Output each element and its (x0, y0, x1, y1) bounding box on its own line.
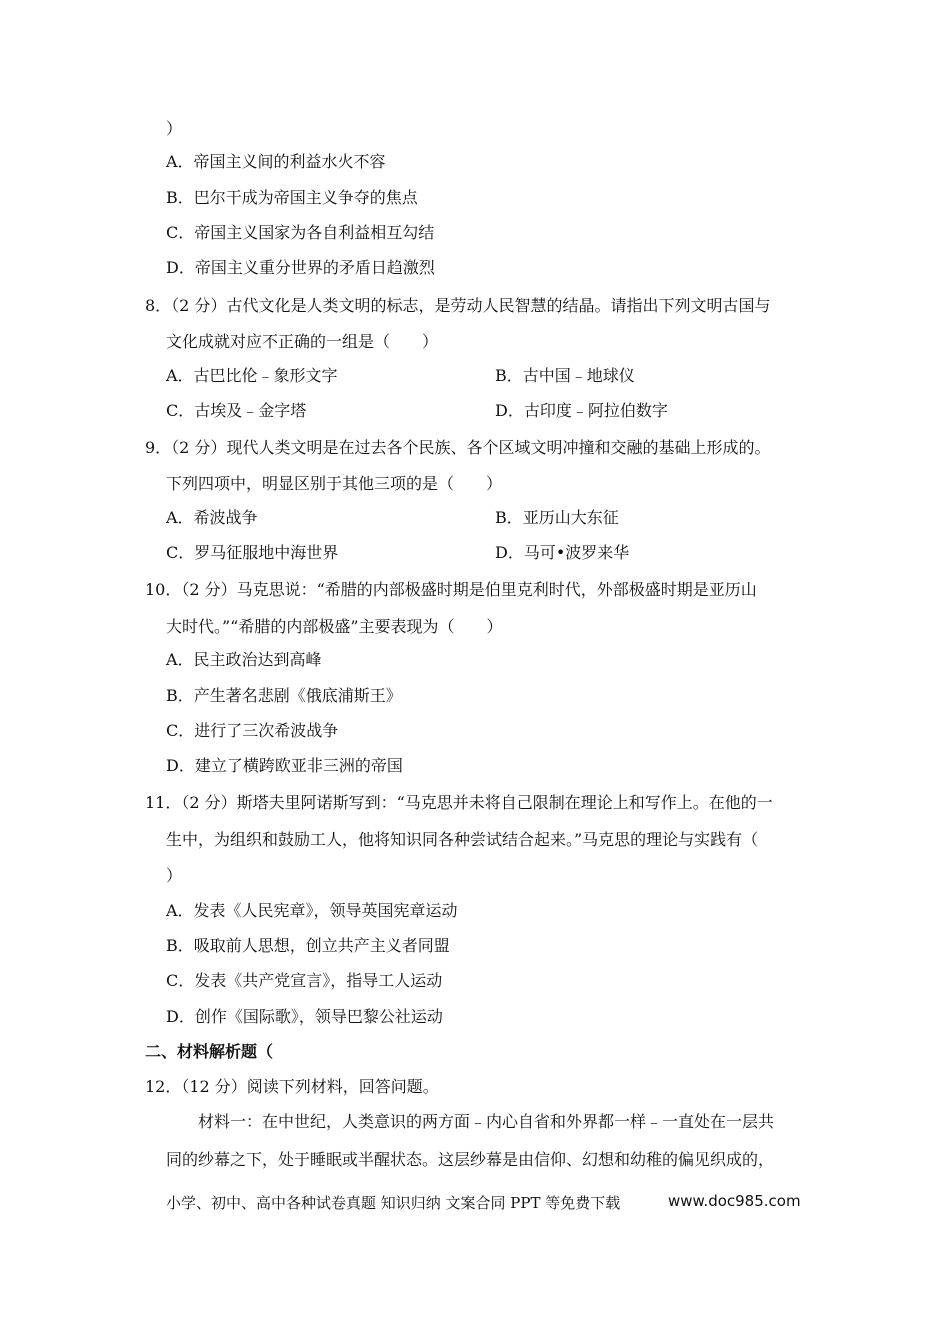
q11-stem-line1: 11．（2 分）斯塔夫里阿诺斯写到：“马克思并未将自己限制在理论上和写作上。在他的一 (145, 793, 773, 812)
q10-option-c: C．进行了三次希波战争 (166, 721, 339, 740)
q9-option-b: B．亚历山大东征 (495, 508, 619, 527)
footer-website-link[interactable]: www.doc985.com (668, 1192, 801, 1210)
section-heading: 二、材料解析题（ (145, 1042, 274, 1061)
q8-option-a: A．古巴比伦﹣象形文字 (166, 366, 338, 385)
q8-option-c: C．古埃及﹣金字塔 (166, 401, 307, 420)
q9-stem-line2: 下列四项中，明显区别于其他三项的是（ ） (166, 474, 503, 493)
q7-option-a: A．帝国主义间的利益水火不容 (166, 152, 386, 171)
q8-option-b: B．古中国﹣地球仪 (495, 366, 635, 385)
footer-promo-text: 小学、初中、高中各种试卷真题 知识归纳 文案合同 PPT 等免费下载 (166, 1194, 621, 1212)
q11-stem-line2: 生中，为组织和鼓励工人，他将知识同各种尝试结合起来。”马克思的理论与实践有（ (166, 830, 759, 849)
q10-option-a: A．民主政治达到高峰 (166, 650, 322, 669)
q8-stem-line1: 8．（2 分）古代文化是人类文明的标志，是劳动人民智慧的结晶。请指出下列文明古国与 (145, 296, 771, 315)
q11-option-d: D．创作《国际歌》，领导巴黎公社运动 (166, 1007, 443, 1026)
q7-option-c: C．帝国主义国家为各自利益相互勾结 (166, 223, 435, 242)
q11-option-a: A．发表《人民宪章》，领导英国宪章运动 (166, 901, 458, 920)
q7-option-b: B．巴尔干成为帝国主义争夺的焦点 (166, 188, 418, 207)
q9-option-c: C．罗马征服地中海世界 (166, 543, 339, 562)
q9-option-a: A．希波战争 (166, 508, 258, 527)
q8-option-d: D．古印度﹣阿拉伯数字 (495, 401, 668, 420)
q12-stem: 12．（12 分）阅读下列材料，回答问题。 (145, 1077, 439, 1096)
q8-stem-line2: 文化成就对应不正确的一组是（ ） (166, 332, 439, 351)
q10-stem-line2: 大时代。”“希腊的内部极盛”主要表现为（ ） (166, 617, 503, 636)
q9-option-d: D．马可•波罗来华 (495, 543, 630, 562)
q11-option-b: B．吸取前人思想，创立共产主义者同盟 (166, 936, 450, 955)
q10-option-b: B．产生著名悲剧《俄底浦斯王》 (166, 686, 402, 705)
q11-option-c: C．发表《共产党宣言》，指导工人运动 (166, 971, 443, 990)
q12-material-line1: 材料一：在中世纪，人类意识的两方面﹣内心自省和外界都一样﹣一直处在一层共 (198, 1112, 775, 1131)
question-7-closing: ） (166, 119, 183, 138)
q12-material-line2: 同的纱幕之下，处于睡眠或半醒状态。这层纱幕是由信仰、幻想和幼稚的偏见织成的， (166, 1150, 775, 1169)
q10-stem-line1: 10．（2 分）马克思说：“希腊的内部极盛时期是伯里克利时代，外部极盛时期是亚历山 (145, 580, 757, 599)
q9-stem-line1: 9．（2 分）现代人类文明是在过去各个民族、各个区域文明冲撞和交融的基础上形成的。 (145, 438, 771, 457)
q7-option-d: D．帝国主义重分世界的矛盾日趋激烈 (166, 258, 435, 277)
q11-stem-line3: ） (166, 866, 183, 885)
q10-option-d: D．建立了横跨欧亚非三洲的帝国 (166, 756, 403, 775)
